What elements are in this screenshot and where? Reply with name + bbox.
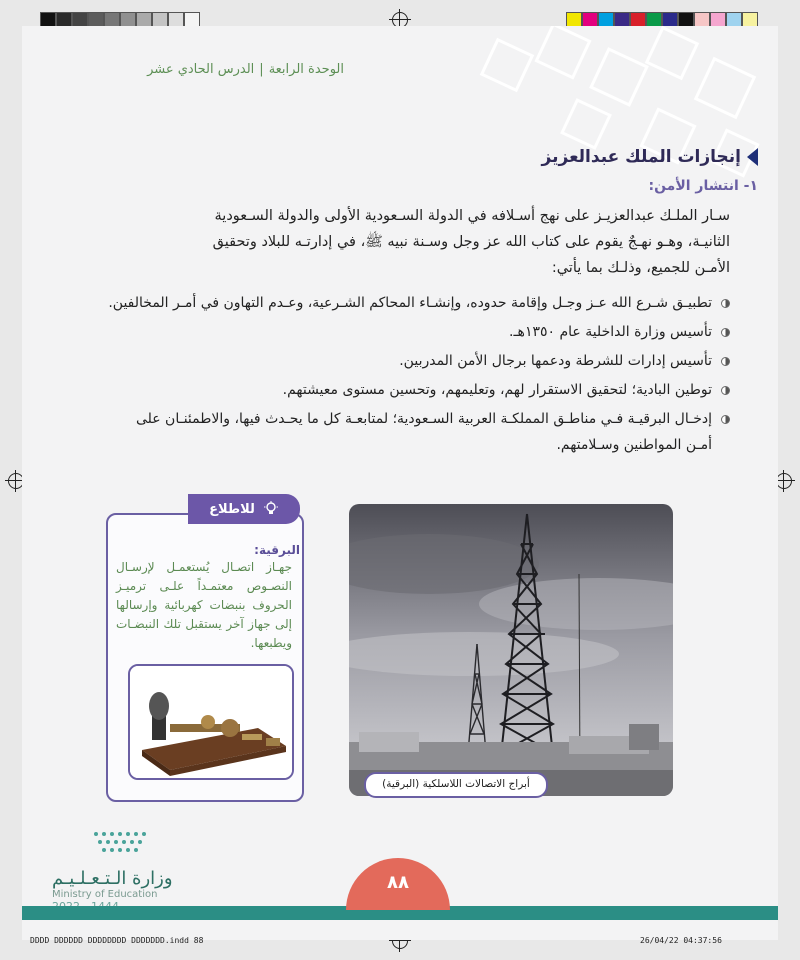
bullet-icon — [721, 357, 730, 366]
list-item-text: تطبيـق شـرع الله عـز وجـل وإقامة حدوده، وإنشـاء المحاكم الشـرعية، وعـدم التهاون في أمـر المخالفين. — [108, 295, 712, 311]
list-item-text: توطين البادية؛ لتحقيق الاستقرار لهم، وتعليمهم، وتحسين مستوى معيشتهم. — [282, 382, 712, 398]
triangle-marker-icon — [747, 148, 758, 166]
bullet-icon — [721, 328, 730, 337]
print-slug-date: 26/04/22 04:37:56 — [640, 936, 722, 945]
ministry-name-ar: وزارة الـتـعـلـيـم — [52, 868, 173, 889]
list-item — [106, 406, 730, 458]
unit-label: الوحدة الرابعة — [268, 62, 344, 77]
print-slug-file: DDDD DDDDDD DDDDDDDD DDDDDDD.indd 88 — [30, 936, 204, 945]
paragraph-line: سـار الملـك عبدالعزيـز على نهج أسـلافه في الدولة السـعودية الأولى والدولة السـعودية — [214, 208, 730, 224]
intro-paragraph — [106, 203, 730, 281]
ministry-name-en: Ministry of Education — [52, 889, 158, 900]
info-box-text: جهـاز اتصـال يُستعمـل لإرسـال النصـوص معتمـداً علـى ترميـز الحروف بنبضات كهربائية وإرسالها إلى جهاز آخر يستقبل تلك النبضـات ويطبعها. — [116, 560, 292, 650]
list-item — [106, 319, 730, 345]
photo-caption: أبراج الاتصالات اللاسلكية (البرقية) — [364, 772, 548, 798]
lightbulb-icon — [263, 501, 279, 517]
bullet-icon — [721, 386, 730, 395]
subsection-title: ١- انتشار الأمن: — [648, 178, 758, 194]
bullet-icon — [721, 299, 730, 308]
vision-dots-logo — [92, 830, 152, 858]
achievements-list — [106, 290, 730, 461]
list-item — [106, 290, 730, 316]
info-box-tab — [188, 494, 300, 524]
telegraph-device-image — [128, 664, 294, 780]
radio-towers-photo — [349, 504, 673, 796]
paragraph-line: الثانيـة، وهـو نهـجٌ يقوم على كتاب الله عز وجل وسـنة نبيه ﷺ، في إدارتـه للبلاد وتحقيق — [212, 234, 730, 250]
list-item — [106, 377, 730, 403]
decorative-squares-pattern — [448, 26, 778, 196]
section-title — [542, 147, 758, 167]
list-item-text: إدخـال البرقيـة فـي مناطـق المملكـة العربية السـعودية؛ لمتابعـة كل ما يحـدث فيها، والاطمئنـان على أمـن المواطنين وسـلامتهم. — [135, 411, 712, 453]
info-box-heading: البرقية: — [254, 543, 300, 557]
bullet-icon — [721, 415, 730, 424]
info-box-tab-label: للاطلاع — [209, 501, 255, 517]
header-separator: | — [259, 62, 264, 77]
lesson-label: الدرس الحادي عشر — [147, 62, 255, 77]
paragraph-line: الأمـن للجميع، وذلـك بما يأتي: — [551, 260, 730, 276]
list-item-text: تأسيس إدارات للشرطة ودعمها برجال الأمن المدربين. — [399, 353, 712, 369]
section-title-text: إنجازات الملك عبدالعزيز — [541, 147, 741, 167]
running-header — [147, 62, 344, 77]
list-item — [106, 348, 730, 374]
list-item-text: تأسيس وزارة الداخلية عام ١٣٥٠هـ. — [509, 324, 712, 340]
page-number: ٨٨ — [387, 872, 409, 893]
registration-mark-icon — [776, 473, 792, 489]
